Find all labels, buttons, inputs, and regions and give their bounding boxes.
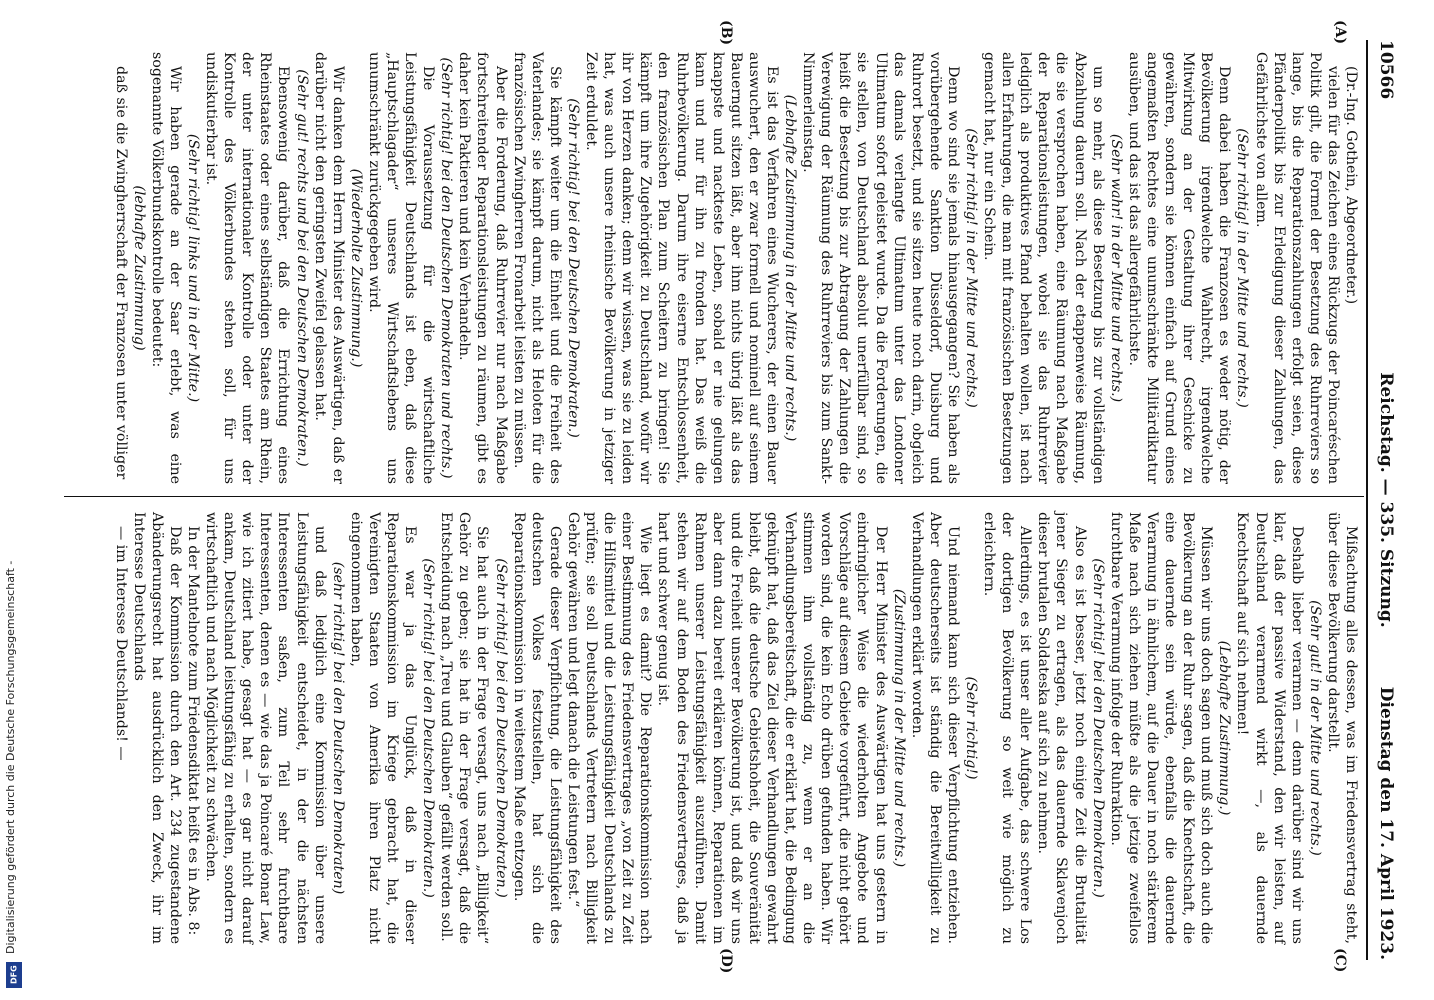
paragraph: Deshalb lieber verarmen — denn darüber sind wir uns klar, daß der passive Widerstand, den wir leisten, auf Deutschland verarmend wirkt —, als dauernde Knechtschaft auf sich nehmen!	[1234, 512, 1305, 944]
running-header	[1370, 40, 1396, 960]
paragraph: Und niemand kann sich dieser Verpflichtung entziehen. Aber deutscherseits ist ständig die Bereitwilligkeit zu Verhandlungen erklärt worden.	[908, 512, 961, 944]
margin-mark-b: (B)	[718, 20, 734, 46]
paragraph: daß sie die Zwingherrschaft der Franzosen unter völliger	[112, 66, 129, 480]
paragraph: Aber die Forderung, daß Ruhrrevier nur nach Maßgabe fortschreitender Reparationsleistungen zu räumen, gibt es daher kein Paktieren und kein Verhandeln.	[456, 52, 509, 484]
interjection: (Lebhafte Zustimmung in der Mitte und rechts.)	[782, 94, 799, 442]
margin-mark-a: (A)	[1332, 20, 1348, 45]
margin-mark-c: (C)	[1332, 948, 1348, 973]
paragraph: um so mehr, als diese Besetzung bis zur vollständigen Abzahlung dauern soll. Nach der etappenweise Räumung, die sie versprochen haben, eine Räumung nach Maßgabe der Reparationsleistungen, wobei sie das Ruhrrevier lediglich als produktives Pfand behalten wollen, ist nach allen Erfahrungen, die man mit französischen Besetzungen gemacht hat, nur ein Schein.	[981, 52, 1106, 484]
left-text-column	[112, 52, 1360, 484]
paragraph: — im Interesse Deutschlands! —	[112, 526, 129, 761]
paragraph: Wir danken dem Herrn Minister des Auswärtigen, daß er darüber nicht den geringsten Zweifel gelassen hat.	[311, 52, 346, 484]
paragraph: Es war ja das Unglück, daß in dieser Reparationskommission im Kriege gebracht hat, die Vereinigten Staaten von Amerika ihren Platz nicht eingenommen haben,	[347, 512, 419, 944]
paragraph: In der Mantelnote zum Friedensdiktat heißt es in Abs. 8:	[185, 526, 201, 936]
paragraph: Wie liegt es damit? Die Reparationskommission nach einer Bestimmung des Friedensvertrages „von Zeit zu Zeit die Hilfsmittel und die Leistungsfähigkeit Deutschlands zu prüfen; sie soll Deutschlands Vertretern nach Billigkeit Gehör gewähren und legt danach die Leistungen fest.“	[564, 512, 654, 944]
interjection: (Sehr gut! rechts und bei den Deutschen Demokraten.)	[293, 69, 310, 467]
interjection: (Sehr richtig! links und in der Mitte.)	[185, 133, 201, 403]
column-separator	[64, 496, 1364, 497]
digitization-footer	[4, 4, 24, 994]
interjection: (Wiederholte Zustimmung.)	[347, 168, 364, 368]
interjection: (Lebhafte Zustimmung.)	[1216, 640, 1233, 816]
interjection: (Sehr richtig! bei den Deutschen Demokraten.)	[564, 98, 581, 438]
footer-credit: Digitalisierung gefördert durch die Deutsche Forschungsgemeinschaft -	[4, 560, 17, 954]
paragraph: Denn wo sind sie jemals hinausgegangen? Sie haben als vorübergehende Sanktion Düsseldorf, Duisburg und Ruhrort besetzt, und sie sitzen heute noch darin, obgleich das damals verlangte Ultimatum unter das Londoner Ultimatum sofort geleistet wurde. Da die Forderungen, die sie stellen, von Deutschland absolut unerfüllbar sind, so heißt die Besetzung bis zur Abtragung der Zahlungen die Verewigung der Räumung des Ruhrreviers bis zum Sankt-Nimmerleinstag.	[800, 52, 961, 484]
page-title: Reichstag. — 335. Sitzung.	[1376, 372, 1396, 628]
session-date: Dienstag den 17. April 1923.	[1376, 686, 1396, 960]
interjection: (Sehr richtig! bei den Deutschen Demokraten.)	[492, 558, 509, 898]
paragraph: Allerdings, es ist unser aller Aufgabe, das schwere Los der dortigen Bevölkerung so weit wie möglich zu erleichtern.	[981, 512, 1034, 944]
margin-mark-d: (D)	[718, 948, 734, 974]
interjection: (Sehr richtig! in der Mitte und rechts.)	[963, 128, 980, 408]
interjection: (Sehr richtig! bei den Deutschen Demokraten.)	[420, 558, 437, 898]
interjection: (Sehr wahr! in der Mitte und rechts.)	[1107, 133, 1124, 403]
header-rule	[1366, 40, 1368, 960]
paragraph: Gerade dieser Verpflichtung, die Leistungsfähigkeit des deutschen Volkes festzustellen, hat sich die Reparationskommission in weitestem Maße entzogen.	[510, 512, 563, 944]
page-number: 10566	[1376, 40, 1396, 100]
interjection: (Sehr richtig! bei den Deutschen Demokraten.)	[1089, 558, 1106, 898]
paragraph: Daß der Kommission durch den Art. 234 zugestandene Abänderungsrecht hat ausdrücklich den Zweck, ihr im Interesse Deutschlands	[130, 512, 183, 944]
interjection: (sehr richtig! bei den Deutschen Demokraten)	[329, 561, 346, 895]
interjection: (Sehr gut! in der Mitte und rechts.)	[1306, 600, 1323, 856]
interjection: (Sehr richtig! bei den Deutschen Demokraten und rechts.)	[438, 57, 455, 479]
interjection: (Sehr richtig! in der Mitte und rechts.)	[1234, 128, 1251, 408]
paragraph: Sie kämpft weiter um die Einheit und die Freiheit des Vaterlandes; sie kämpft darum, nicht als Heloten für die französischen Zwingherren Fronarbeit leisten zu müssen.	[510, 52, 563, 484]
paragraph: Mißachtung alles dessen, was im Friedensvertrag steht, über diese Bevölkerung darstellt.	[1324, 512, 1359, 944]
paragraph: Sie hat auch in der Frage versagt, uns nach „Billigkeit“ Gehör zu geben; sie hat in der Frage versagt, daß die Entscheidung nach „Treu und Glauben“ gefällt werden soll.	[438, 512, 491, 944]
paragraph: vielen für das Zeichen eines Rückzugs der Poincaréschen Politik gilt, die Formel der Besetzung des Ruhrreviers so lange, bis die Reparationszahlungen erfolgt seien, diese Pfänderpolitik bis zur Erledigung dieser Zahlungen, das Gefährlichste von allem.	[1252, 52, 1341, 484]
interjection: (Zustimmung in der Mitte und rechts.)	[890, 588, 907, 868]
dfg-logo: DFG	[6, 962, 22, 988]
right-text-column	[112, 512, 1360, 944]
paragraph: Die Voraussetzung für die wirtschaftliche Leistungsfähigkeit Deutschlands ist eben, daß diese „Hauptschlagader“ unseres Wirtschaftslebens uns unumschränkt zurückgegeben wird.	[365, 52, 437, 484]
interjection: (lebhafte Zustimmung)	[130, 185, 147, 351]
paragraph: Denn dabei haben die Franzosen es weder nötig, der Bevölkerung irgendwelche Wahlrecht, irgendwelche Mitwirkung an der Gestaltung ihrer Geschicke zu gewähren, sondern sie können einfach auf Grund eines angemaßten Rechtes eine unumschränkte Militärdiktatur ausüben, und das ist das allergefährlichste.	[1125, 52, 1233, 484]
paragraph: (Dr.-Ing. Gothein, Abgeordneter.)	[1343, 66, 1359, 305]
paragraph: Müssen wir uns doch sagen und muß sich doch auch die Bevölkerung an der Ruhr sagen, daß die Knechtschaft, die eine dauernde sein würde, ebenfalls die dauernde Verarmung in ähnlichem, auf die Dauer in noch stärkerem Maße nach sich ziehen müßte als die jetzige zweifellos furchtbare Verarmung infolge der Ruhraktion.	[1107, 512, 1215, 944]
paragraph: Es ist das Verfahren eines Wucherers, der einen Bauer auswuchert, den er zwar formell und nominell auf seinem Bauerngut sitzen läßt, aber ihm nichts übrig läßt als das knappste und nackteste Leben, sobald er nie gelungen kann und nur für ihn zu fronden hat. Das weiß die Ruhrbevölkerung. Darum ihre eiserne Entschlossenheit, den französischen Plan zum Scheitern zu bringen! Sie kämpft um ihre Zugehörigkeit zu Deutschland, wofür wir ihr von Herzen danken; denn wir wissen, was sie zu leiden hat, was auch unsere rheinische Bevölkerung in jetziger Zeit erduldet.	[583, 52, 780, 484]
paragraph: Der Herr Minister des Auswärtigen hat uns gestern in eindringlicher Weise die wiederholten Angebote und Vorschläge auf diesem Gebiete vorgeführt, die nicht gehört worden sind, die kein Echo drüben gefunden haben. Wir stimmen ihm vollständig zu, wenn er an die Verhandlungsbereitschaft, die er erklärt hat, die Bedingung geknüpft hat, daß das Ziel dieser Verhandlungen gewahrt bleibt, daß die deutsche Gebietshoheit, die Souveränität und die Freiheit unserer Bevölkerung ist, und daß wir uns aber dann dazu bereit erklären können, Reparationen im Rahmen unserer Leistungsfähigkeit auszuführen. Damit stehen wir auf dem Boden des Friedensvertrages, daß ja hart und schwer genug ist.	[655, 512, 889, 944]
interjection: (Sehr richtig!)	[963, 676, 980, 780]
paragraph: und daß lediglich eine Kommission über unsere Leistungsfähigkeit entscheidet, in der die nächsten Interessenten saßen, zum Teil sehr furchtbare Interessenten, denen es — wie das ja Poincaré Bonar Law, wie ich zitiert habe, gesagt hat — es gar nicht darauf ankam, Deutschland leistungsfähig zu erhalten, sondern es wirtschaftlich und nach Möglichkeit zu schwächen.	[203, 512, 328, 944]
paragraph: Also es ist besser, jetzt noch einige Zeit die Brutalität jener Sieger zu ertragen, als das dauernde Sklavenjoch dieser brutalen Soldateska auf sich zu nehmen.	[1035, 512, 1088, 944]
paragraph: Wir haben gerade an der Saar erlebt, was eine sogenannte Völkerbundskontrolle bedeutet:	[148, 52, 183, 484]
paragraph: Ebensowenig darüber, daß die Errichtung eines Rheinstaates oder eines selbständigen Staates am Rhein, der unter internationaler Kontrolle oder unter der Kontrolle des Völkerbundes stehen soll, für uns undiskutierbar ist.	[203, 52, 292, 484]
